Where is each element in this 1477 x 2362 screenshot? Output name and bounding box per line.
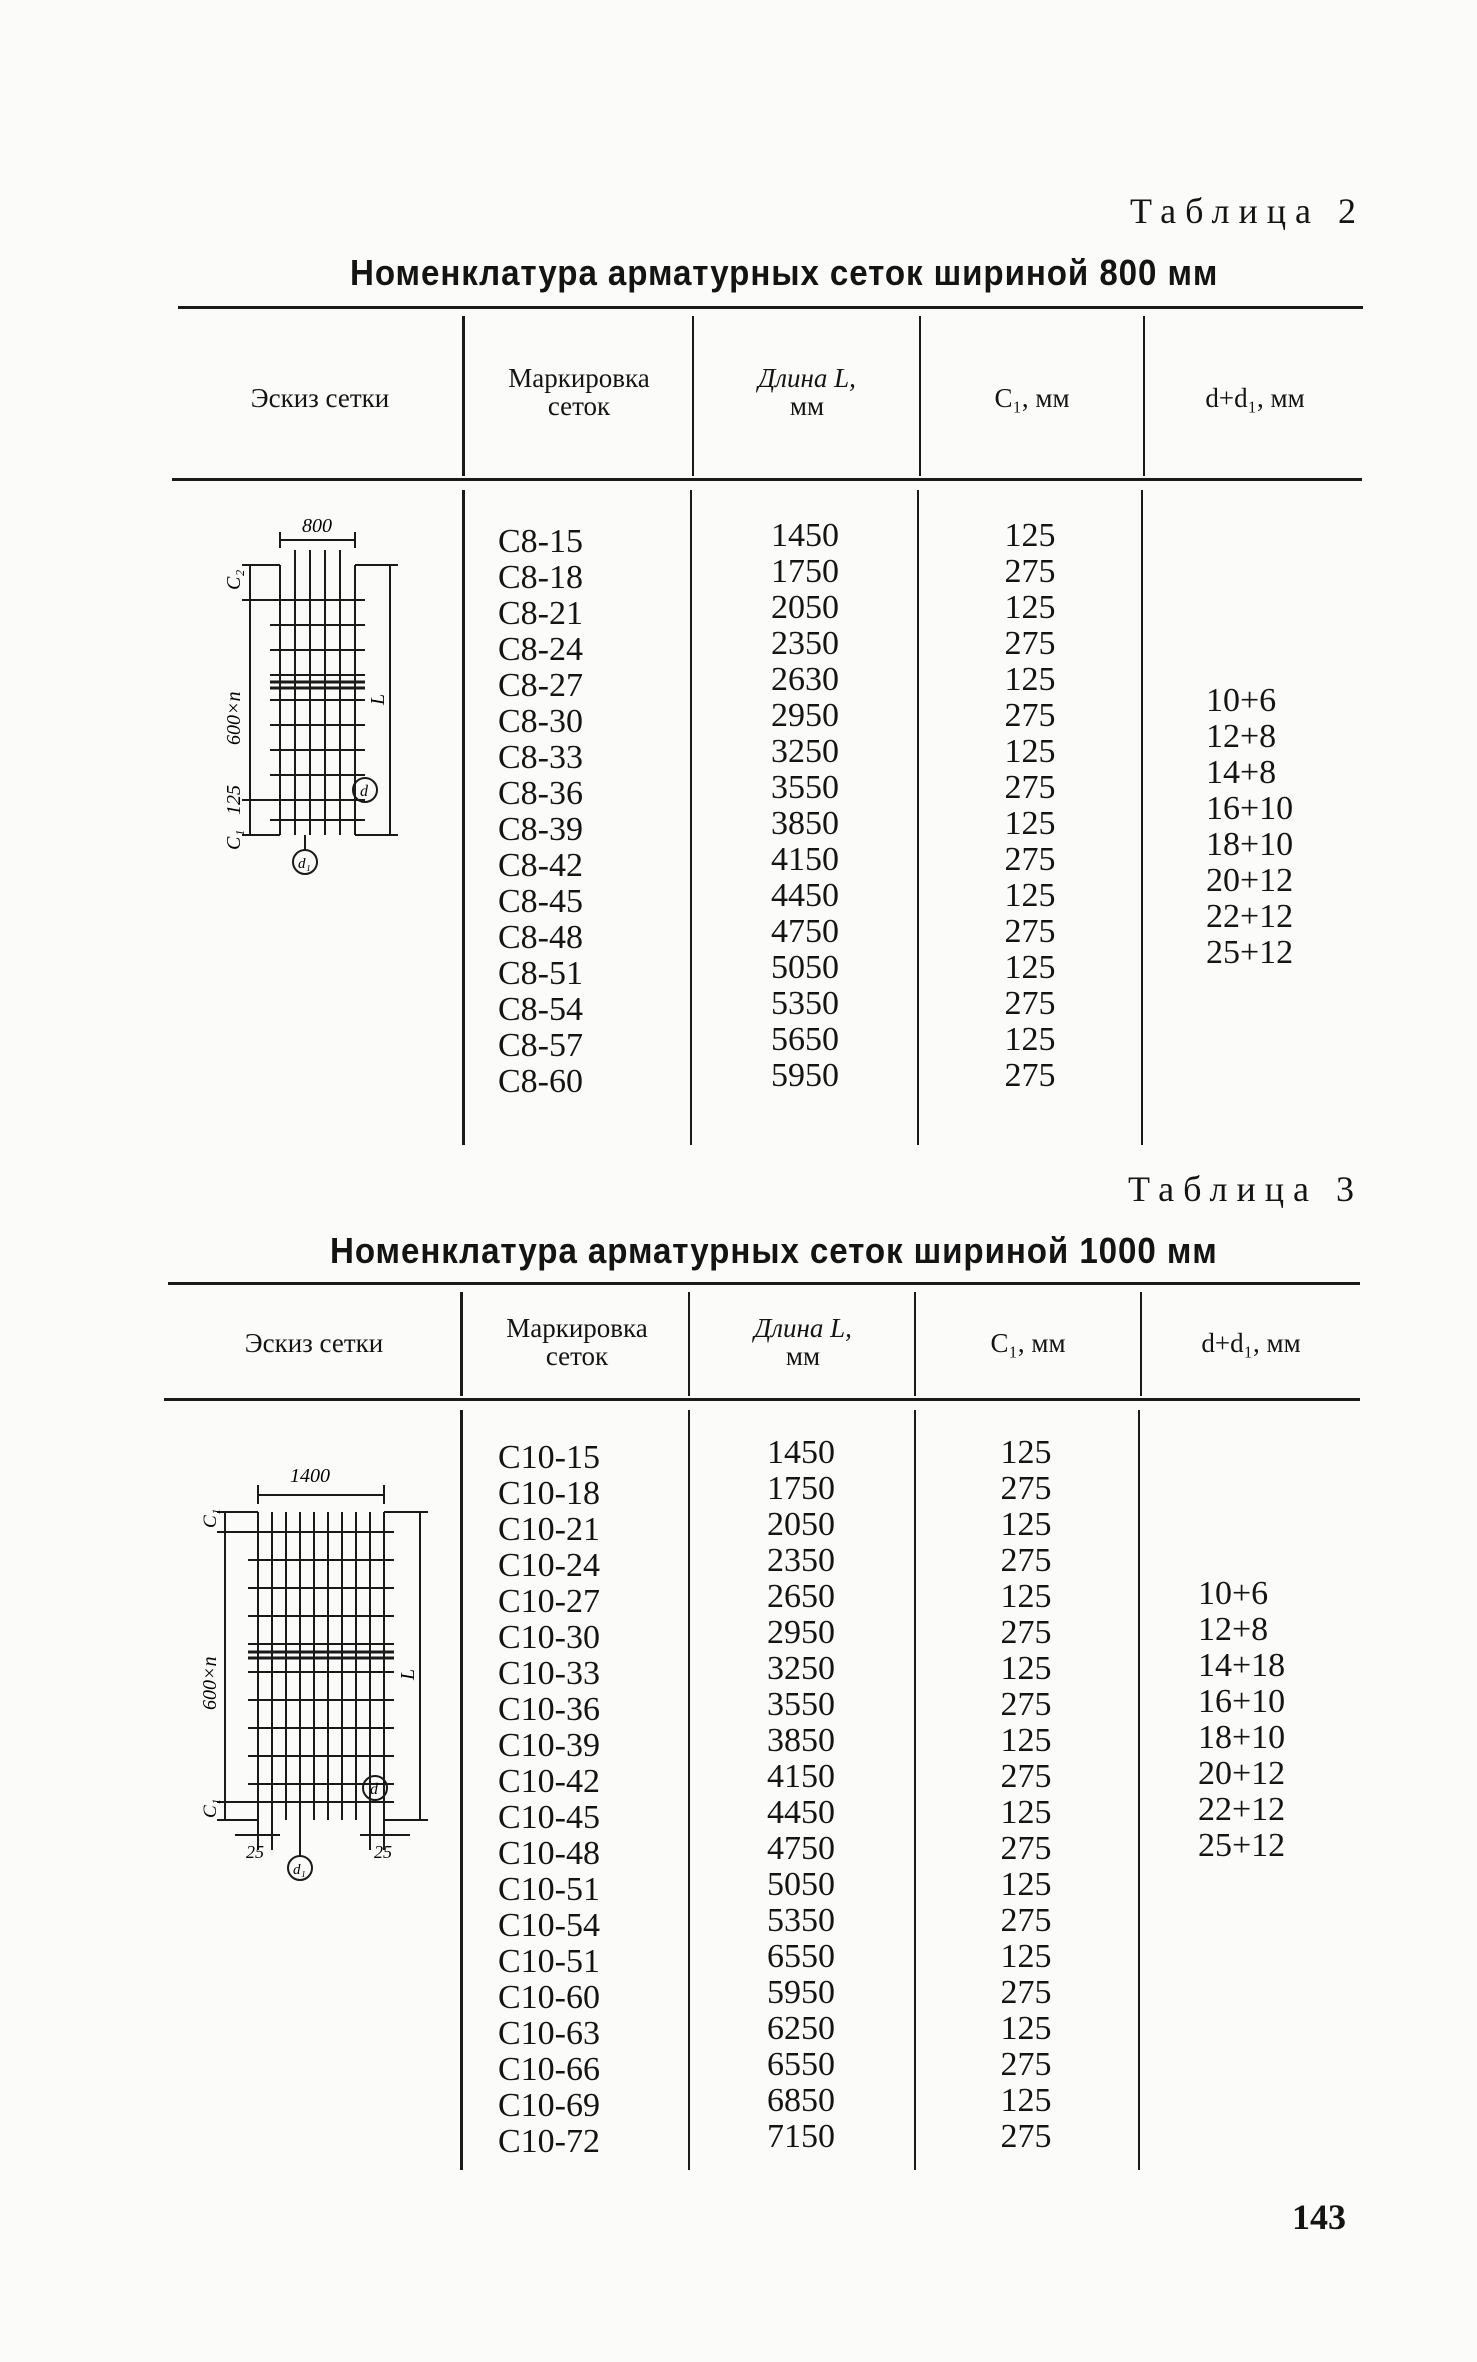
table-cell: 22+12	[1198, 1791, 1286, 1828]
table-cell: 125	[1000, 1650, 1052, 1687]
table3-header-sketch: Эскиз сетки	[244, 1328, 384, 1358]
table-cell: 3850	[767, 1722, 835, 1759]
table-cell: 6550	[767, 2046, 835, 2083]
header-line: сеток	[547, 391, 611, 421]
table-cell: 12+8	[1206, 718, 1277, 755]
table-cell: С8-45	[498, 883, 583, 920]
table-cell: 10+6	[1198, 1575, 1269, 1612]
table-cell: 275	[1000, 2046, 1052, 2083]
table-cell: 6550	[767, 1938, 835, 1975]
table2-divider	[1143, 316, 1145, 476]
table-cell: 125	[1004, 661, 1056, 698]
table-cell: 2050	[767, 1506, 835, 1543]
table-cell: 20+12	[1206, 862, 1294, 899]
table-cell: С8-27	[498, 667, 583, 704]
sketch-label: 800	[302, 515, 332, 537]
sketch-label: 600×n	[199, 1656, 221, 1710]
table2-header-length	[696, 364, 918, 420]
table-cell: 1750	[767, 1470, 835, 1507]
table-cell: С10-39	[498, 1727, 600, 1764]
table3-c1-column	[956, 1435, 1096, 2155]
sketch-label: 600×n	[223, 691, 245, 745]
table-cell: 18+10	[1198, 1719, 1286, 1756]
table3-divider	[688, 1292, 690, 1396]
table3-divider	[914, 1410, 916, 2170]
table-cell: 5650	[771, 1021, 839, 1058]
table-cell: 3850	[771, 805, 839, 842]
table2-divider	[462, 490, 465, 1145]
table-cell: С10-72	[498, 2123, 600, 2160]
table-cell: 5350	[767, 1902, 835, 1939]
sketch-label: 1400	[290, 1465, 330, 1487]
table2-divider	[462, 316, 465, 476]
table-cell: 125	[1000, 1434, 1052, 1471]
table-cell: С10-60	[498, 1979, 600, 2016]
header-line: сеток	[545, 1341, 609, 1371]
table3-diameters-column	[1198, 1576, 1285, 1864]
table2-c1-column	[960, 518, 1100, 1094]
table-cell: С8-15	[498, 523, 583, 560]
table-cell: 22+12	[1206, 898, 1294, 935]
header-line: Длина L,	[758, 363, 856, 393]
table-cell: С8-48	[498, 919, 583, 956]
table-cell: С10-27	[498, 1583, 600, 1620]
table-cell: 125	[1000, 2082, 1052, 2119]
table3-header-mark	[466, 1314, 688, 1370]
header-line: мм	[789, 391, 825, 421]
table-cell: 275	[1000, 1542, 1052, 1579]
table-cell: С8-54	[498, 991, 583, 1028]
table2-divider	[692, 316, 694, 476]
table-cell: 125	[1004, 877, 1056, 914]
table2-title: Номенклатура арматурных сеток шириной 800 мм	[350, 252, 1219, 293]
table2-header-c1: C₁, мм	[994, 383, 1070, 413]
header-line: Маркировка	[508, 363, 650, 393]
table-cell: 4750	[771, 913, 839, 950]
table-cell: 10+6	[1206, 682, 1277, 719]
table3-top-rule	[168, 1282, 1360, 1285]
table-cell: 125	[1004, 733, 1056, 770]
table2-top-rule	[178, 306, 1363, 309]
table-cell: 14+8	[1206, 754, 1277, 791]
sketch-label: d	[370, 1781, 378, 1798]
table3-divider	[914, 1292, 916, 1396]
table-cell: 5950	[771, 1057, 839, 1094]
table-cell: 125	[1004, 1021, 1056, 1058]
table-cell: 275	[1000, 1902, 1052, 1939]
table-cell: С10-48	[498, 1835, 600, 1872]
table-cell: С10-51	[498, 1943, 600, 1980]
table3-sketch	[180, 1440, 440, 1900]
table2-divider	[690, 490, 692, 1145]
table-cell: С10-45	[498, 1799, 600, 1836]
table3-divider	[688, 1410, 690, 2170]
table-cell: 12+8	[1198, 1611, 1269, 1648]
table-cell: 2650	[767, 1578, 835, 1615]
table-cell: 275	[1004, 841, 1056, 878]
table-cell: 5050	[771, 949, 839, 986]
sketch-label: L	[397, 1668, 419, 1680]
table-cell: 1450	[771, 517, 839, 554]
table-cell: 6850	[767, 2082, 835, 2119]
table-cell: С8-42	[498, 847, 583, 884]
table3-label: Таблица 3	[1128, 1169, 1363, 1209]
table3-divider	[1138, 1410, 1140, 2170]
table-cell: 14+18	[1198, 1647, 1286, 1684]
table3-title: Номенклатура арматурных сеток шириной 1000 мм	[330, 1230, 1218, 1271]
sketch-label: C₂	[223, 569, 245, 590]
table-cell: С10-24	[498, 1547, 600, 1584]
table-cell: 125	[1000, 1938, 1052, 1975]
table2-divider	[919, 316, 921, 476]
sketch-label: C₁	[223, 829, 245, 850]
sketch-label: 125	[223, 785, 245, 815]
table2-divider	[917, 490, 919, 1145]
table-cell: С10-30	[498, 1619, 600, 1656]
table-cell: 4450	[771, 877, 839, 914]
table-cell: 5350	[771, 985, 839, 1022]
table3-divider	[460, 1292, 463, 1396]
table-cell: С10-33	[498, 1655, 600, 1692]
table-cell: С8-30	[498, 703, 583, 740]
table-cell: 2050	[771, 589, 839, 626]
table-cell: 125	[1000, 1866, 1052, 1903]
table2-header-rule	[172, 478, 1362, 481]
table-cell: 25+12	[1206, 934, 1294, 971]
table-cell: 4750	[767, 1830, 835, 1867]
table-cell: С8-60	[498, 1063, 583, 1100]
table-cell: 20+12	[1198, 1755, 1286, 1792]
table2-header-sketch: Эскиз сетки	[250, 383, 390, 413]
table-cell: С8-51	[498, 955, 583, 992]
table-cell: С10-63	[498, 2015, 600, 2052]
header-line: Длина L,	[754, 1313, 852, 1343]
table-cell: С8-33	[498, 739, 583, 776]
sketch-label: d	[360, 783, 368, 800]
table-cell: С10-54	[498, 1907, 600, 1944]
table-cell: 5950	[767, 1974, 835, 2011]
table-cell: С10-36	[498, 1691, 600, 1728]
table-cell: 275	[1000, 1974, 1052, 2011]
page-number: 143	[1292, 2197, 1346, 2237]
table-cell: 16+10	[1206, 790, 1294, 827]
table-cell: 2950	[771, 697, 839, 734]
table-cell: 7150	[767, 2118, 835, 2155]
table-cell: 275	[1004, 769, 1056, 806]
table-cell: 125	[1004, 805, 1056, 842]
table2-sketch	[210, 510, 420, 880]
table-cell: С10-66	[498, 2051, 600, 2088]
table-cell: 275	[1000, 2118, 1052, 2155]
table2-divider	[1141, 490, 1143, 1145]
table-cell: С10-18	[498, 1475, 600, 1512]
table-cell: С8-36	[498, 775, 583, 812]
table-cell: С8-18	[498, 559, 583, 596]
table-cell: 125	[1000, 2010, 1052, 2047]
table-cell: 125	[1000, 1794, 1052, 1831]
table-cell: С8-24	[498, 631, 583, 668]
table-cell: 275	[1000, 1758, 1052, 1795]
table-cell: С10-15	[498, 1439, 600, 1476]
table3-header-d: d+d₁, мм	[1201, 1328, 1301, 1358]
table-cell: 3250	[767, 1650, 835, 1687]
table2-header-d: d+d₁, мм	[1205, 383, 1305, 413]
table-cell: С10-51	[498, 1871, 600, 1908]
sketch-label: d₁	[293, 1862, 306, 1878]
table2-marks-column	[498, 524, 583, 1100]
table2-lengths-column	[730, 518, 880, 1094]
table-cell: С8-39	[498, 811, 583, 848]
sketch-label: C₁	[200, 1798, 221, 1818]
table-cell: С10-21	[498, 1511, 600, 1548]
table3-marks-column	[498, 1440, 600, 2160]
table-cell: 2630	[771, 661, 839, 698]
sketch-label: C₁	[200, 1508, 221, 1528]
table-cell: 2950	[767, 1614, 835, 1651]
table-cell: 125	[1000, 1506, 1052, 1543]
table-cell: С8-21	[498, 595, 583, 632]
table-cell: 275	[1000, 1470, 1052, 1507]
table-cell: 125	[1004, 589, 1056, 626]
table-cell: 2350	[767, 1542, 835, 1579]
table-cell: 275	[1004, 1057, 1056, 1094]
table-cell: 5050	[767, 1866, 835, 1903]
table2-diameters-column	[1206, 683, 1293, 971]
table-cell: 275	[1004, 985, 1056, 1022]
table-cell: С10-42	[498, 1763, 600, 1800]
table-cell: С10-69	[498, 2087, 600, 2124]
table-cell: 275	[1004, 913, 1056, 950]
table3-header-rule	[164, 1398, 1360, 1401]
table-cell: 275	[1004, 553, 1056, 590]
table-cell: 125	[1004, 517, 1056, 554]
table-cell: 3250	[771, 733, 839, 770]
table2-label: Таблица 2	[1130, 191, 1365, 231]
table3-header-length	[692, 1314, 914, 1370]
sketch-label: 25	[246, 1842, 264, 1862]
table-cell: 275	[1000, 1830, 1052, 1867]
sketch-label: d₁	[298, 856, 311, 872]
table-cell: 16+10	[1198, 1683, 1286, 1720]
table-cell: 4450	[767, 1794, 835, 1831]
table-cell: 125	[1004, 949, 1056, 986]
table-cell: 4150	[767, 1758, 835, 1795]
table-cell: 4150	[771, 841, 839, 878]
sketch-label: 25	[374, 1842, 392, 1862]
table-cell: С8-57	[498, 1027, 583, 1064]
table-cell: 1750	[771, 553, 839, 590]
table-cell: 18+10	[1206, 826, 1294, 863]
header-line: мм	[785, 1341, 821, 1371]
table-cell: 3550	[771, 769, 839, 806]
table3-header-c1: C₁, мм	[990, 1328, 1066, 1358]
table-cell: 125	[1000, 1578, 1052, 1615]
table-cell: 275	[1004, 697, 1056, 734]
table3-divider	[460, 1410, 463, 2170]
table-cell: 25+12	[1198, 1827, 1286, 1864]
table2-header-mark	[468, 364, 690, 420]
table-cell: 2350	[771, 625, 839, 662]
header-line: Маркировка	[506, 1313, 648, 1343]
table-cell: 275	[1000, 1686, 1052, 1723]
table-cell: 6250	[767, 2010, 835, 2047]
table-cell: 1450	[767, 1434, 835, 1471]
table-cell: 275	[1004, 625, 1056, 662]
table-cell: 3550	[767, 1686, 835, 1723]
sketch-label: L	[367, 693, 389, 705]
table-cell: 275	[1000, 1614, 1052, 1651]
table-cell: 125	[1000, 1722, 1052, 1759]
table3-lengths-column	[726, 1435, 876, 2155]
